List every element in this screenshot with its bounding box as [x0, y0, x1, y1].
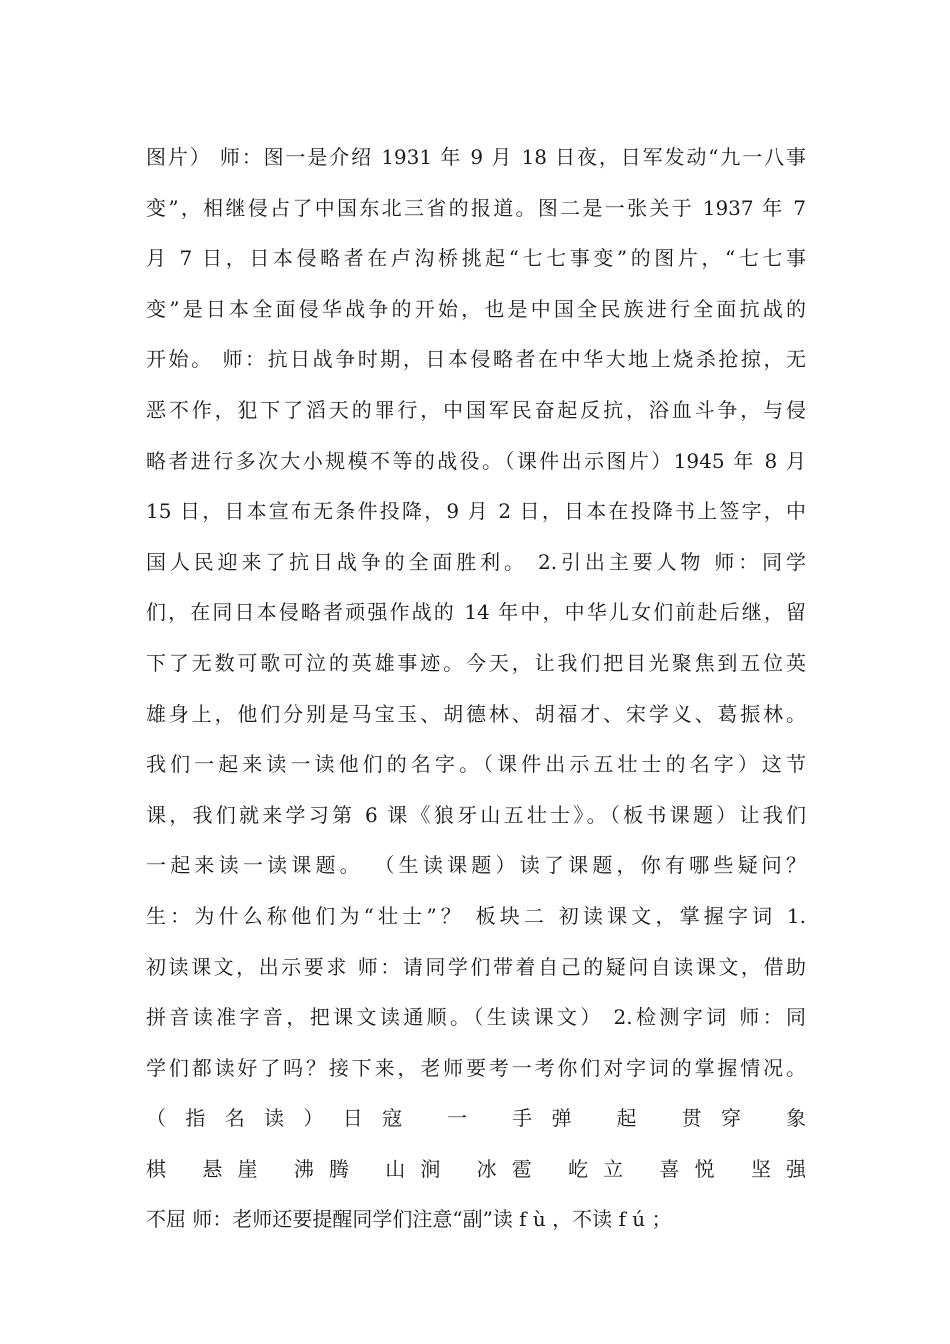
text-line-2: 变”，相继侵占了中国东北三省的报道。图二是一张关于 1937 年 7: [146, 195, 806, 220]
text-line-21: 棋 悬崖 沸腾 山涧 冰雹 屹立 喜悦 坚强: [146, 1156, 806, 1181]
text-line-17: 初读课文，出示要求 师：请同学们带着自己的疑问自读课文，借助: [146, 954, 806, 979]
text-line-8: 15 日，日本宣布无条件投降，9 月 2 日，日本在投降书上签字，中: [146, 499, 806, 524]
text-line-18: 拼音读准字音，把课文读通顺。（生读课文） 2.检测字词 师：同: [146, 1005, 806, 1030]
text-line-7: 略者进行多次大小规模不等的战役。（课件出示图片）1945 年 8 月: [146, 448, 806, 473]
text-line-12: 雄身上，他们分别是马宝玉、胡德林、胡福才、宋学义、葛振林。: [146, 701, 806, 726]
text-line-11: 下了无数可歌可泣的英雄事迹。今天，让我们把目光聚焦到五位英: [146, 650, 806, 675]
text-line-1: 图片） 师：图一是介绍 1931 年 9 月 18 日夜，日军发动“九一八事: [146, 145, 806, 169]
text-line-5: 开始。 师：抗日战争时期，日本侵略者在中华大地上烧杀抢掠，无: [146, 347, 806, 372]
text-line-15: 一起来读一读课题。 （生读课题）读了课题，你有哪些疑问？: [146, 853, 806, 878]
text-line-22: 不屈 师：老师还要提醒同学们注意“副”读 f ù ，不读 f ú ；: [146, 1207, 672, 1232]
text-line-14: 课，我们就来学习第 6 课《狼牙山五壮士》。（板书课题）让我们: [146, 802, 806, 827]
text-line-4: 变”是日本全面侵华战争的开始，也是中国全民族进行全面抗战的: [146, 296, 806, 321]
text-line-13: 我们一起来读一读他们的名字。（课件出示五壮士的名字）这节: [146, 752, 806, 777]
text-line-10: 们，在同日本侵略者顽强作战的 14 年中，中华儿女们前赴后继，留: [146, 600, 806, 625]
text-line-16: 生：为什么称他们为“壮士”？ 板块二 初读课文，掌握字词 1.: [146, 903, 806, 928]
text-line-20: （指名读）日寇 一 手弹 起 贯穿 象: [146, 1106, 806, 1131]
lesson-text-body: [146, 132, 806, 1245]
text-line-9: 国人民迎来了抗日战争的全面胜利。 2.引出主要人物 师：同学: [146, 549, 806, 574]
text-line-6: 恶不作，犯下了滔天的罪行，中国军民奋起反抗，浴血斗争，与侵: [146, 397, 806, 422]
text-line-3: 月 7 日，日本侵略者在卢沟桥挑起“七七事变”的图片，“七七事: [146, 246, 806, 271]
text-line-19: 学们都读好了吗？接下来，老师要考一考你们对字词的掌握情况。: [146, 1055, 806, 1080]
